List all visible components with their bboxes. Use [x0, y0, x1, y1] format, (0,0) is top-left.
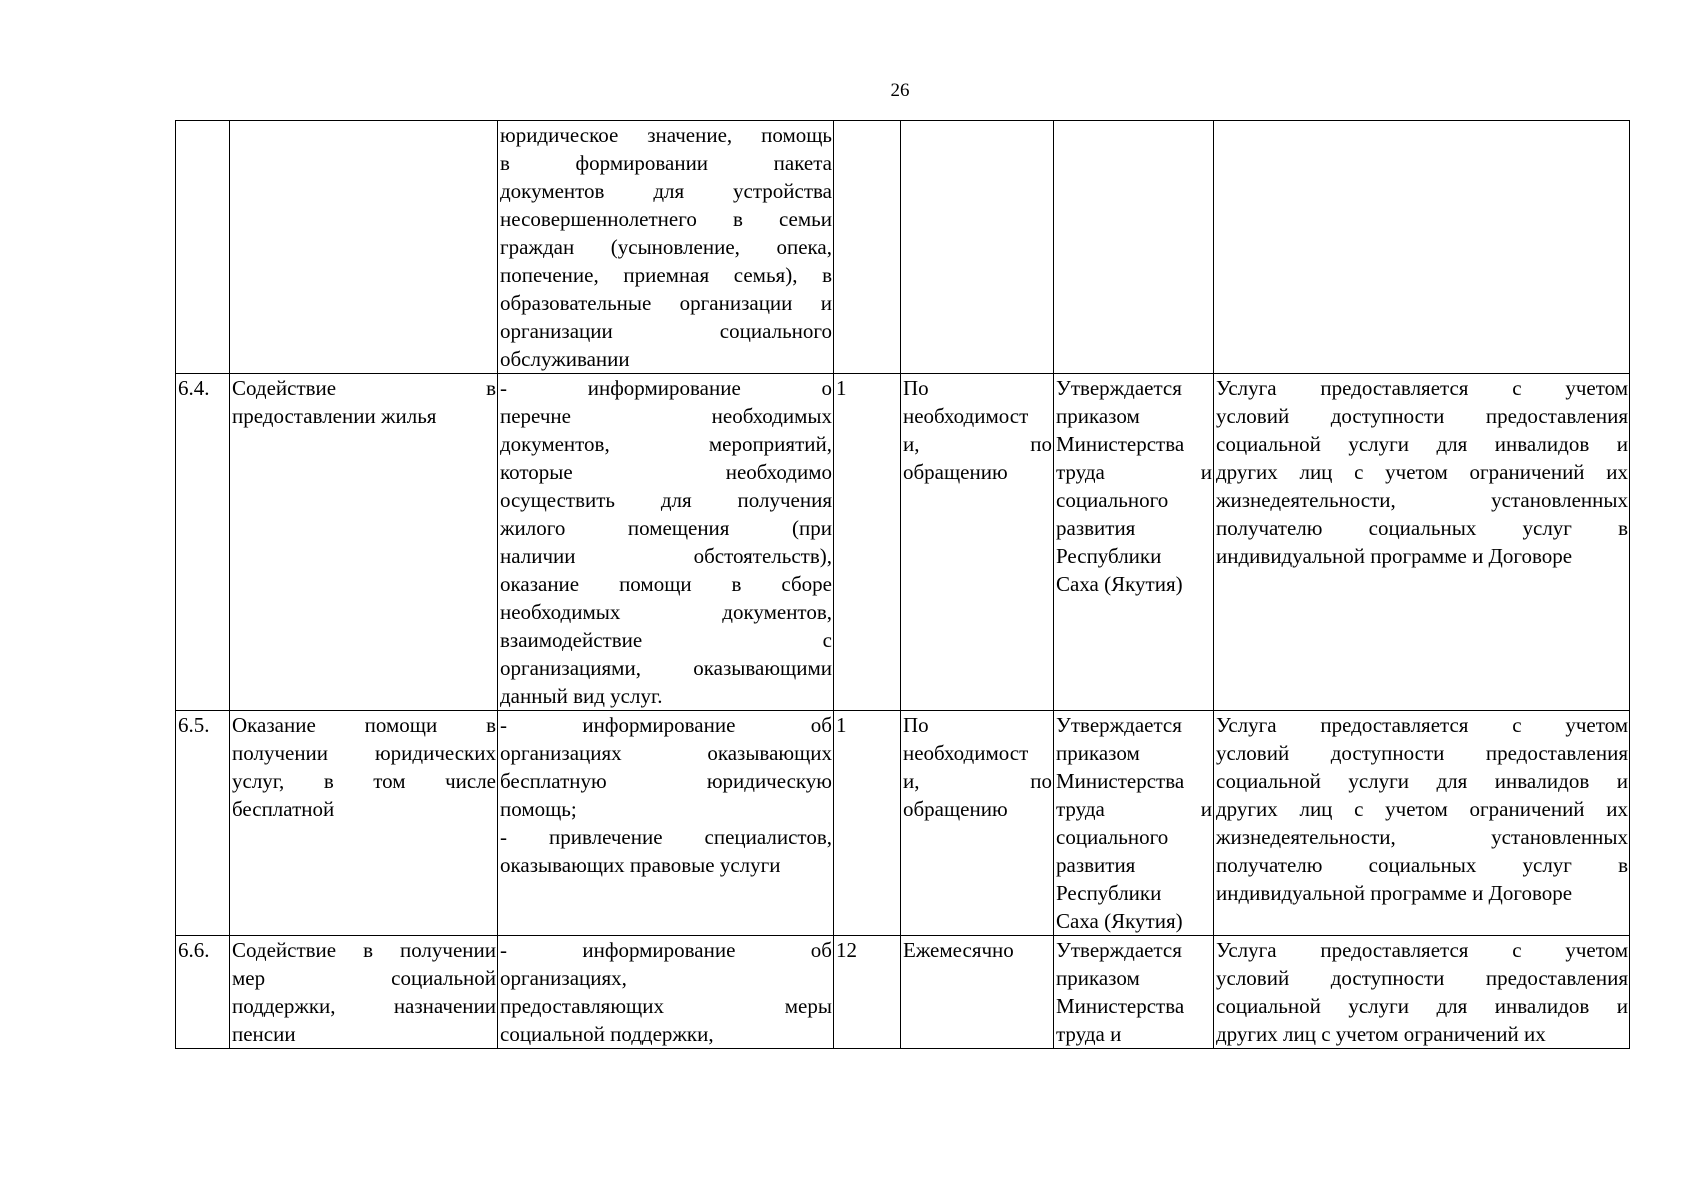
cell-text-line: Министерства [1056, 432, 1185, 456]
cell-text-line: организациях, [500, 966, 627, 990]
cell-text-line: труда и [1056, 460, 1212, 484]
tariff-cell [1054, 374, 1214, 711]
cell-text-line: жилого помещения (при [500, 516, 832, 540]
cell-text-line: условий доступности предоставления [1216, 966, 1628, 990]
cell-text-line: Утверждается [1056, 938, 1182, 962]
cell-text-line: и, по [903, 769, 1052, 793]
service-description-cell [498, 374, 834, 711]
cell-text-line: граждан (усыновление, опека, [500, 235, 832, 259]
cell-text-line: индивидуальной программе и Договоре [1216, 544, 1573, 568]
cell-text-line: образовательные организации и [500, 291, 832, 315]
cell-text-line: развития [1056, 853, 1136, 877]
cell-text-line: необходимых документов, [500, 600, 832, 624]
table-row [176, 711, 1630, 936]
cell-text-line: бесплатную юридическую [500, 769, 832, 793]
cell-text [836, 121, 899, 149]
cell-text-line: пенсии [232, 1022, 296, 1046]
table-body [176, 121, 1630, 1049]
cell-text-line: получателю социальных услуг в [1216, 853, 1628, 877]
cell-text-line: жизнедеятельности, установленных [1216, 488, 1628, 512]
table-row [176, 936, 1630, 1049]
cell-text-line: обращению [903, 797, 1008, 821]
cell-text: 12 [836, 938, 857, 962]
cell-text-line: Ежемесячно [903, 938, 1014, 962]
cell-text: 6.5. [178, 713, 210, 737]
cell-text-line: получении юридических [232, 741, 496, 765]
service-name-cell [230, 121, 498, 374]
service-volume-cell [834, 711, 901, 936]
cell-text-line: труда и [1056, 797, 1212, 821]
cell-text-line: обслуживании [500, 347, 630, 371]
service-description-cell [498, 936, 834, 1049]
row-number-cell [176, 374, 230, 711]
cell-text-line: Республики [1056, 544, 1162, 568]
conditions-cell [1214, 711, 1630, 936]
cell-text-line: других лиц с учетом ограничений их [1216, 1022, 1546, 1046]
cell-text-line: осуществить для получения [500, 488, 832, 512]
cell-text-line: необходимост [903, 404, 1029, 428]
cell-text: 6.4. [178, 376, 210, 400]
service-name-cell [230, 711, 498, 936]
cell-text-line: труда и [1056, 1022, 1122, 1046]
cell-text-line: получателю социальных услуг в [1216, 516, 1628, 540]
cell-text-line: Саха (Якутия) [1056, 572, 1183, 596]
cell-text-line: Саха (Якутия) [1056, 909, 1183, 933]
cell-text-line: которые необходимо [500, 460, 832, 484]
cell-text-line: Оказание помощи в [232, 713, 496, 737]
page-number: 26 [890, 80, 910, 101]
cell-text-line: жизнедеятельности, установленных [1216, 825, 1628, 849]
cell-text-line: приказом [1056, 404, 1140, 428]
cell-text-line: Услуга предоставляется с учетом [1216, 938, 1628, 962]
tariff-cell [1054, 936, 1214, 1049]
cell-text-line: - информирование об [500, 713, 832, 737]
cell-text-line: Утверждается [1056, 376, 1182, 400]
cell-text-line: Министерства [1056, 994, 1185, 1018]
cell-text-line: предоставлении жилья [232, 404, 437, 428]
periodicity-cell [901, 374, 1054, 711]
table-row [176, 121, 1630, 374]
cell-text-line: Услуга предоставляется с учетом [1216, 376, 1628, 400]
cell-text-line: документов, мероприятий, [500, 432, 832, 456]
conditions-cell [1214, 936, 1630, 1049]
cell-text-line: социальной поддержки, [500, 1022, 714, 1046]
conditions-cell [1214, 374, 1630, 711]
cell-text-line: Содействие в получении [232, 938, 496, 962]
cell-text-line: документов для устройства [500, 179, 832, 203]
cell-text-line: перечне необходимых [500, 404, 832, 428]
cell-text-line: юридическое значение, помощь [500, 123, 832, 147]
cell-text-line: мер социальной [232, 966, 496, 990]
cell-text: 1 [836, 713, 847, 737]
cell-text-line: и, по [903, 432, 1052, 456]
periodicity-cell [901, 936, 1054, 1049]
table-row [176, 374, 1630, 711]
cell-text-line: - информирование об [500, 938, 832, 962]
cell-text: 6.6. [178, 938, 210, 962]
cell-text-line: в формировании пакета [500, 151, 832, 175]
cell-text-line: Услуга предоставляется с учетом [1216, 713, 1628, 737]
service-description-cell [498, 121, 834, 374]
cell-text-line: организациями, оказывающими [500, 656, 832, 680]
cell-text-line: развития [1056, 516, 1136, 540]
cell-text-line: предоставляющих меры [500, 994, 832, 1018]
row-number-cell [176, 121, 230, 374]
cell-text-line: приказом [1056, 741, 1140, 765]
cell-text-line: попечение, приемная семья), в [500, 263, 832, 287]
conditions-cell [1214, 121, 1630, 374]
service-volume-cell [834, 936, 901, 1049]
cell-text-line: услуг, в том числе [232, 769, 496, 793]
row-number-cell [176, 936, 230, 1049]
cell-text: 1 [836, 376, 847, 400]
cell-text-line: - информирование о [500, 376, 832, 400]
cell-text-line: бесплатной [232, 797, 335, 821]
cell-text-line: индивидуальной программе и Договоре [1216, 881, 1573, 905]
row-number-cell [176, 711, 230, 936]
cell-text-line: социальной услуги для инвалидов и [1216, 769, 1628, 793]
cell-text-line: По [903, 376, 929, 400]
tariff-cell [1054, 121, 1214, 374]
cell-text-line: обращению [903, 460, 1008, 484]
cell-text-line: социального [1056, 488, 1169, 512]
cell-text-line: несовершеннолетнего в семьи [500, 207, 832, 231]
cell-text-line: Республики [1056, 881, 1162, 905]
cell-text-line: социальной услуги для инвалидов и [1216, 432, 1628, 456]
services-table [175, 120, 1630, 1049]
periodicity-cell [901, 711, 1054, 936]
cell-text-line: условий доступности предоставления [1216, 404, 1628, 428]
cell-text-line: организации социального [500, 319, 832, 343]
cell-text-line: оказание помощи в сборе [500, 572, 832, 596]
cell-text-line: других лиц с учетом ограничений их [1216, 797, 1628, 821]
service-description-cell [498, 711, 834, 936]
cell-text-line: организациях оказывающих [500, 741, 832, 765]
cell-text-line: - привлечение специалистов, [500, 825, 832, 849]
cell-text-line: Утверждается [1056, 713, 1182, 737]
cell-text-line: других лиц с учетом ограничений их [1216, 460, 1628, 484]
cell-text-line: социальной услуги для инвалидов и [1216, 994, 1628, 1018]
service-volume-cell [834, 121, 901, 374]
periodicity-cell [901, 121, 1054, 374]
cell-text-line: социального [1056, 825, 1169, 849]
cell-text-line: приказом [1056, 966, 1140, 990]
cell-text-line: условий доступности предоставления [1216, 741, 1628, 765]
cell-text-line: помощь; [500, 797, 577, 821]
cell-text-line: поддержки, назначении [232, 994, 496, 1018]
cell-text [178, 121, 228, 149]
service-volume-cell [834, 374, 901, 711]
cell-text-line: оказывающих правовые услуги [500, 853, 781, 877]
cell-text-line: необходимост [903, 741, 1029, 765]
cell-text-line: данный вид услуг. [500, 684, 663, 708]
cell-text-line: взаимодействие с [500, 628, 832, 652]
cell-text-line: По [903, 713, 929, 737]
service-name-cell [230, 374, 498, 711]
cell-text-line: наличии обстоятельств), [500, 544, 832, 568]
tariff-cell [1054, 711, 1214, 936]
cell-text-line: Министерства [1056, 769, 1185, 793]
cell-text-line: Содействие в [232, 376, 496, 400]
service-name-cell [230, 936, 498, 1049]
